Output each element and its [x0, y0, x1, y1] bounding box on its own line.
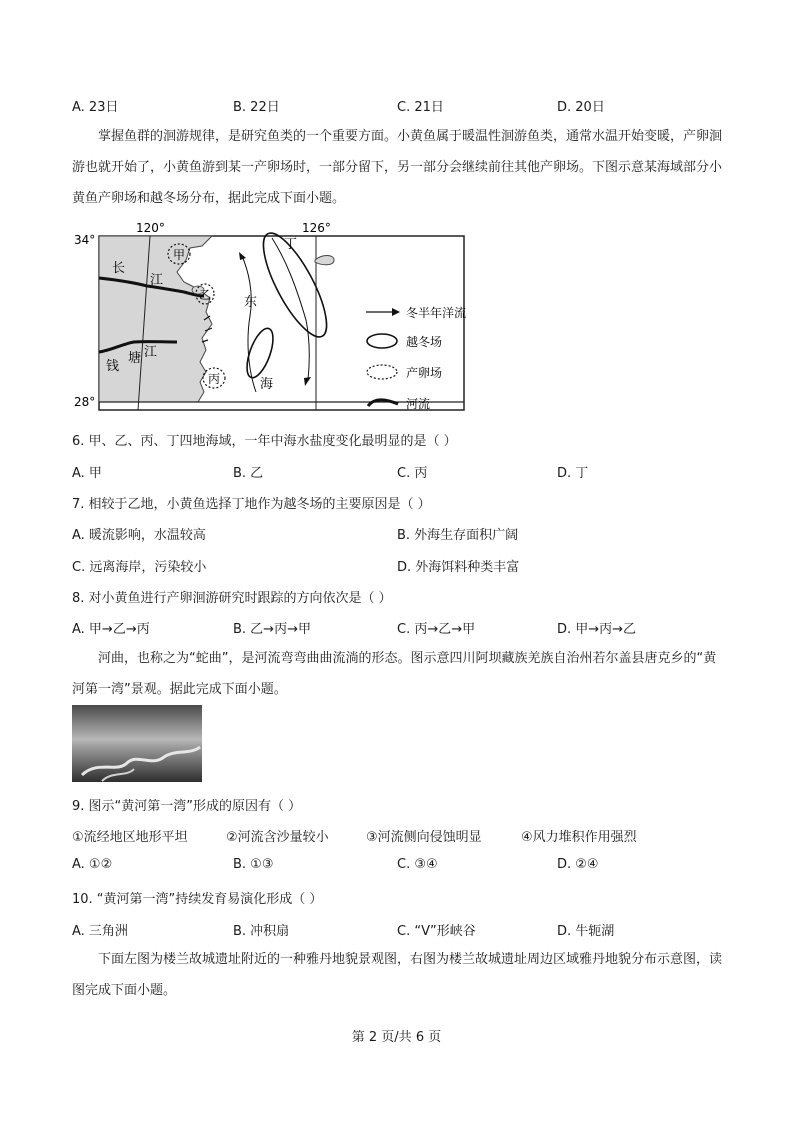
- q10-option-c: C. “V”形峡谷: [397, 924, 476, 939]
- q7-option-b: B. 外海生存面积广阔: [397, 528, 519, 543]
- q5-option-a: A. 23日: [72, 100, 119, 115]
- q6-option-b: B. 乙: [233, 466, 264, 481]
- q9-stem: 9. 图示“黄河第一湾”形成的原因有（ ）: [72, 799, 302, 814]
- q7-option-c: C. 远离海岸，污染较小: [72, 560, 207, 575]
- q6-option-a: A. 甲: [72, 466, 102, 481]
- passage-fish-migration: 掌握鱼群的洄游规律，是研究鱼类的一个重要方面。小黄鱼属于暖温性洄游鱼类，通常水温开始变暖，产卵洄游也就开始了，小黄鱼游到某一产卵场时，一部分留下，另一部分会继续前往其他产卵场。下图示意某海域部分小黄鱼产卵场和越冬场分布，据此完成下面小题。: [72, 129, 723, 206]
- q9-statement-1: ①流经地区地形平坦: [72, 830, 188, 845]
- page-footer: 第 2 页/共 6 页: [351, 1030, 442, 1045]
- q6-option-c: C. 丙: [397, 466, 428, 481]
- q9-statement-4: ④风力堆积作用强烈: [521, 830, 637, 845]
- q9-statement-2: ②河流含沙量较小: [226, 830, 329, 845]
- lat-28-label: 28°: [74, 395, 96, 409]
- q9-option-c: C. ③④: [397, 857, 438, 872]
- legend-overwinter-label: 越冬场: [406, 335, 443, 349]
- passage-river-meander: 河曲，也称之为“蛇曲”，是河流弯弯曲曲流淌的形态。图示意四川阿坝藏族羌族自治州若尔盖县唐克乡的“黄河第一湾”景观。据此完成下面小题。: [72, 651, 717, 697]
- q9-option-b: B. ①③: [233, 857, 274, 872]
- q5-option-c: C. 21日: [397, 100, 444, 115]
- q10-stem: 10. “黄河第一湾”持续发育易演化形成（ ）: [72, 892, 323, 907]
- q9-option-d: D. ②④: [557, 857, 599, 872]
- q8-option-a: A. 甲→乙→丙: [72, 622, 150, 637]
- q8-stem: 8. 对小黄鱼进行产卵洄游研究时跟踪的方向依次是（ ）: [72, 591, 392, 606]
- q5-option-d: D. 20日: [557, 100, 605, 115]
- svg-text:长: 长: [112, 261, 126, 276]
- svg-text:丁: 丁: [284, 237, 298, 252]
- q10-option-a: A. 三角洲: [72, 924, 128, 939]
- svg-text:江: 江: [150, 273, 164, 288]
- legend-spawning-label: 产卵场: [406, 366, 443, 380]
- q5-option-b: B. 22日: [233, 100, 280, 115]
- svg-text:钱: 钱: [106, 359, 120, 374]
- legend-current-label: 冬半年洋流: [406, 306, 467, 320]
- yellow-river-bend-photo: [72, 705, 202, 782]
- svg-text:江: 江: [144, 345, 158, 360]
- svg-text:塘: 塘: [128, 351, 142, 366]
- passage-yardang: 下面左图为楼兰故城遗址附近的一种雅丹地貌景观图，右图为楼兰故城遗址周边区域雅丹地貌分布示意图，读图完成下面小题。: [72, 952, 723, 998]
- q9-option-a: A. ①②: [72, 857, 113, 872]
- svg-text:甲: 甲: [173, 248, 186, 262]
- q8-option-b: B. 乙→丙→甲: [233, 622, 311, 637]
- q7-stem: 7. 相较于乙地，小黄鱼选择丁地作为越冬场的主要原因是（ ）: [72, 497, 431, 512]
- q10-option-d: D. 牛轭湖: [557, 924, 615, 939]
- lat-34-label: 34°: [74, 233, 96, 247]
- svg-text:海: 海: [260, 377, 274, 392]
- q8-option-c: C. 丙→乙→甲: [397, 622, 476, 637]
- map-legend: [364, 298, 494, 416]
- q7-option-d: D. 外海饵料种类丰富: [397, 560, 520, 575]
- q10-option-b: B. 冲积扇: [233, 924, 290, 939]
- q8-option-d: D. 甲→丙→乙: [557, 622, 637, 637]
- legend-river-label: 河流: [406, 397, 431, 411]
- q9-statement-3: ③河流侧向侵蚀明显: [366, 830, 482, 845]
- q7-option-a: A. 暖流影响，水温较高: [72, 528, 206, 543]
- lon-126-label: 126°: [302, 221, 331, 235]
- q6-stem: 6. 甲、乙、丙、丁四地海域，一年中海水盐度变化最明显的是（ ）: [72, 434, 457, 449]
- q6-option-d: D. 丁: [557, 466, 589, 481]
- svg-text:丙: 丙: [208, 372, 221, 386]
- svg-text:东: 东: [244, 295, 258, 310]
- svg-text:乙: 乙: [199, 288, 212, 302]
- lon-120-label: 120°: [136, 221, 165, 235]
